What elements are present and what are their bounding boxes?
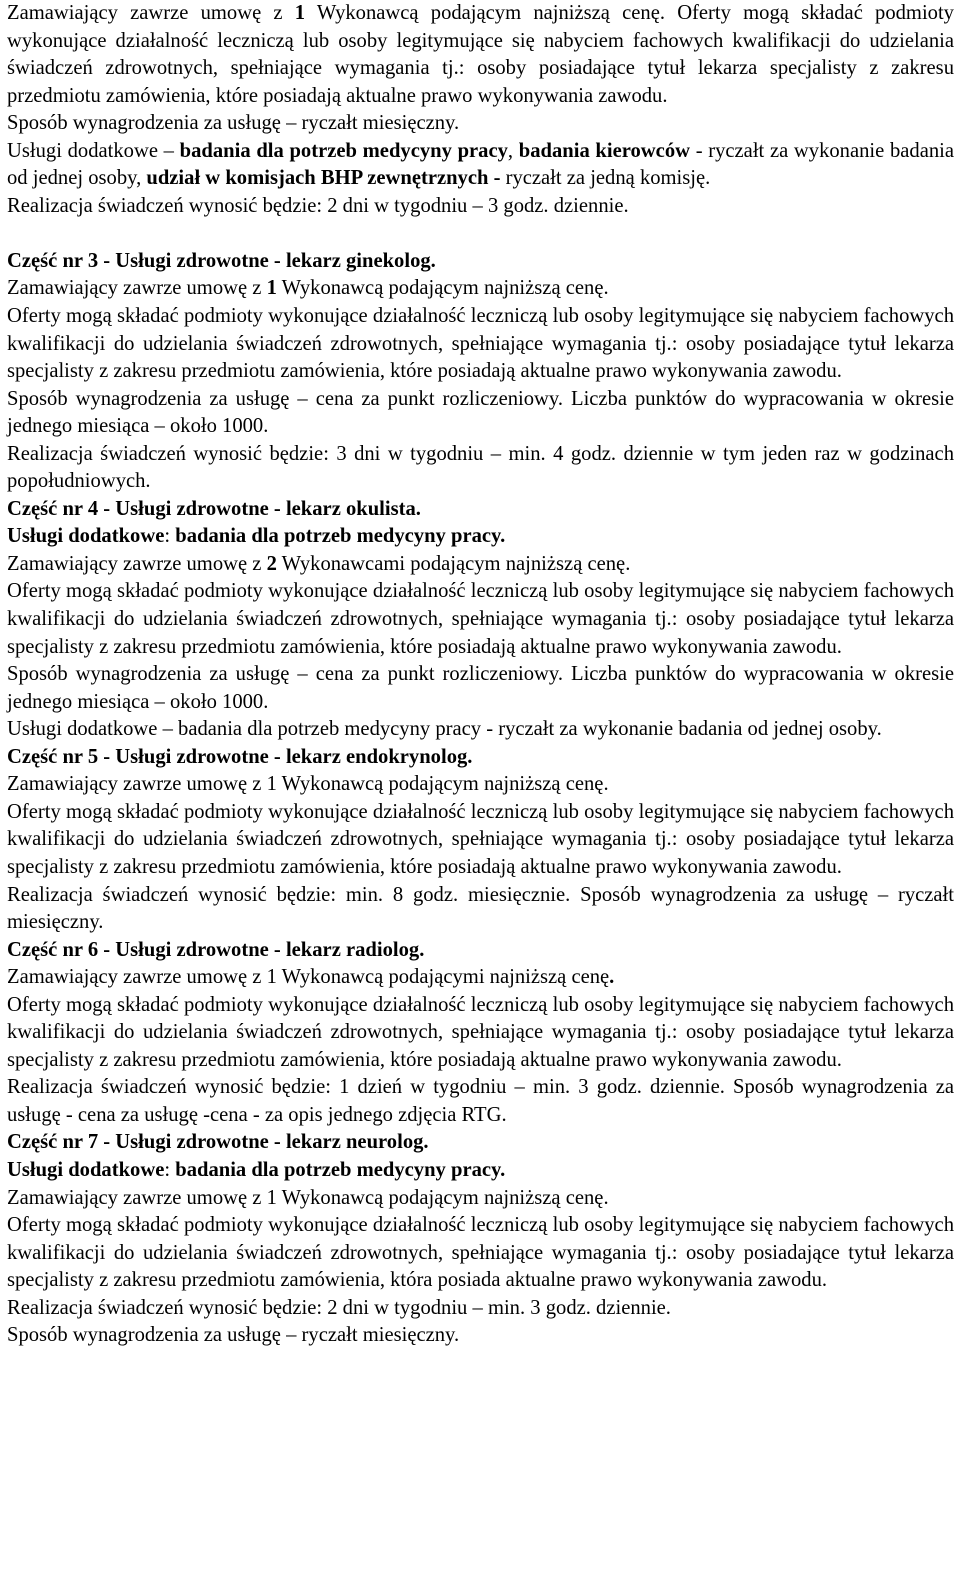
text-run: Zamawiający zawrze umowę z 1 Wykonawcą podającym najniższą cenę. (7, 1186, 609, 1209)
paragraph-p12 (7, 551, 954, 579)
text-run: Oferty mogą składać podmioty wykonujące działalność leczniczą lub osoby legitymujące się nabyciem fachowych kwalifikacji do udzielania świadczeń zdrowotnych, spełniające wymagania tj.: osoby posiadające tytuł lekarza specjalisty z zakresu przedmiotu zamówienia, które posiadają aktualne prawo wykonywania zawodu. (7, 800, 954, 878)
paragraph-p11 (7, 523, 954, 551)
text-run: ryczałt za jedną komisję. (500, 167, 711, 190)
text-run: Zamawiający zawrze umowę z (7, 2, 295, 24)
text-run: Sposób wynagrodzenia za usługę – ryczałt miesięczny. (7, 1324, 460, 1347)
text-run: Oferty mogą składać podmioty wykonujące działalność leczniczą lub osoby legitymujące się nabyciem fachowych kwalifikacji do udzielania świadczeń zdrowotnych, spełniające wymagania tj.: osoby posiadające tytuł lekarza specjalisty z zakresu przedmiotu zamówienia, która posiada aktualne prawo wykonywania zawodu. (7, 1214, 954, 1292)
paragraph-p5 (7, 248, 954, 276)
text-run: Oferty mogą składać podmioty wykonujące działalność leczniczą lub osoby legitymujące się nabyciem fachowych kwalifikacji do udzielania świadczeń zdrowotnych, spełniające wymagania tj.: osoby posiadające tytuł lekarza specjalisty z zakresu przedmiotu zamówienia, które posiadają aktualne prawo wykonywania zawodu. (7, 993, 954, 1071)
bold-text-run: Część nr 6 - Usługi zdrowotne - lekarz radiolog. (7, 938, 425, 961)
bold-text-run: Część nr 7 - Usługi zdrowotne - lekarz neurolog. (7, 1131, 429, 1154)
paragraph-p24 (7, 1129, 954, 1157)
paragraph-p21 (7, 964, 954, 992)
text-run: Zamawiający zawrze umowę z 1 Wykonawcą podającymi najniższą cenę (7, 966, 610, 989)
paragraph-p29 (7, 1322, 954, 1350)
paragraph-p27 (7, 1212, 954, 1295)
bold-text-run: badania dla potrzeb medycyny pracy. (175, 1158, 506, 1181)
paragraph-p6 (7, 275, 954, 303)
text-run: Sposób wynagrodzenia za usługę – cena za punkt rozliczeniowy. Liczba punktów do wypracowania w okresie jednego miesiąca – około 1000. (7, 663, 954, 713)
bold-text-run: Część nr 5 - Usługi zdrowotne - lekarz endokrynolog. (7, 745, 473, 768)
text-run: : (164, 1158, 176, 1181)
paragraph-spacer (7, 220, 954, 248)
text-run: Realizacja świadczeń wynosić będzie: 1 dzień w tygodniu – min. 3 godz. dziennie. Sposób wynagrodzenia za usługę - cena za usługę -cena - za opis jednego zdjęcia RTG. (7, 1076, 954, 1126)
paragraph-p22 (7, 992, 954, 1075)
bold-text-run: Część nr 4 - Usługi zdrowotne - lekarz okulista. (7, 497, 421, 520)
paragraph-p10 (7, 496, 954, 524)
paragraph-p13 (7, 578, 954, 661)
bold-text-run: 1 (294, 2, 306, 24)
paragraph-p8 (7, 386, 954, 441)
bold-text-run: Część nr 3 - Usługi zdrowotne - lekarz ginekolog. (7, 249, 436, 272)
paragraph-p17 (7, 771, 954, 799)
text-run: , (507, 139, 519, 162)
text-run: Wykonawcą podającym najniższą cenę. (276, 277, 609, 300)
text-run: Wykonawcami podającym najniższą cenę. (276, 552, 631, 575)
paragraph-p7 (7, 303, 954, 386)
text-run: Realizacja świadczeń wynosić będzie: min. 8 godz. miesięcznie. Sposób wynagrodzenia za usługę – ryczałt miesięczny. (7, 883, 954, 934)
bold-text-run: badania dla potrzeb medycyny pracy. (175, 525, 506, 548)
text-run: Zamawiający zawrze umowę z (7, 277, 267, 300)
text-run: Sposób wynagrodzenia za usługę – cena za punkt rozliczeniowy. Liczba punktów do wypracowania w okresie jednego miesiąca – około 1000. (7, 387, 954, 438)
text-run: Oferty mogą składać podmioty wykonujące działalność leczniczą lub osoby legitymujące się nabyciem fachowych kwalifikacji do udzielania świadczeń zdrowotnych, spełniające wymagania tj.: osoby posiadające tytuł lekarza specjalisty z zakresu przedmiotu zamówienia, które posiadają aktualne prawo wykonywania zawodu. (7, 305, 954, 383)
paragraph-p9 (7, 441, 954, 496)
paragraph-p16 (7, 744, 954, 772)
paragraph-p23 (7, 1074, 954, 1129)
paragraph-p19 (7, 882, 954, 937)
bold-text-run: udział w komisjach BHP zewnętrznych - (146, 167, 501, 190)
paragraph-p25 (7, 1157, 954, 1185)
paragraph-p28 (7, 1295, 954, 1323)
paragraph-p26 (7, 1185, 954, 1213)
text-run: : (164, 525, 176, 548)
paragraph-p18 (7, 799, 954, 882)
text-run: Realizacja świadczeń wynosić będzie: 2 dni w tygodniu – 3 godz. dziennie. (7, 194, 629, 217)
paragraph-p1 (7, 0, 954, 110)
paragraph-p3 (7, 138, 954, 193)
bold-text-run: badania kierowców (518, 139, 690, 162)
text-run: Realizacja świadczeń wynosić będzie: 3 dni w tygodniu – min. 4 godz. dziennie w tym jeden raz w godzinach popołudniowych. (7, 442, 954, 493)
text-run: Zamawiający zawrze umowę z (7, 552, 267, 575)
text-run: Oferty mogą składać podmioty wykonujące działalność leczniczą lub osoby legitymujące się nabyciem fachowych kwalifikacji do udzielania świadczeń zdrowotnych, spełniające wymagania tj.: osoby posiadające tytuł lekarza specjalisty z zakresu przedmiotu zamówienia, które posiadają aktualne prawo wykonywania zawodu. (7, 580, 954, 658)
bold-text-run: 1 (266, 277, 277, 300)
paragraph-p20 (7, 937, 954, 965)
text-run: Usługi dodatkowe – badania dla potrzeb medycyny pracy - ryczałt za wykonanie badania od jednej osoby. (7, 718, 882, 741)
text-run: - ryczałt za wykonanie badania od jednej osoby, (7, 139, 955, 190)
paragraph-p15 (7, 716, 954, 744)
paragraph-p4 (7, 193, 954, 221)
bold-text-run: Usługi dodatkowe (7, 1158, 165, 1181)
bold-text-run: . (609, 966, 615, 989)
paragraph-p14 (7, 661, 954, 716)
text-run: Usługi dodatkowe – (7, 139, 180, 162)
text-run: Wykonawcą podającym najniższą cenę. Oferty mogą składać podmioty wykonujące działalność leczniczą lub osoby legitymujące się nabyciem fachowych kwalifikacji do udzielania świadczeń zdrowotnych, spełniające wymagania tj.: osoby posiadające tytuł lekarza specjalisty z zakresu przedmiotu zamówienia, które posiadają aktualne prawo wykonywania zawodu. (7, 2, 954, 107)
bold-text-run: 2 (266, 552, 277, 575)
text-run: Sposób wynagrodzenia za usługę – ryczałt miesięczny. (7, 112, 460, 135)
text-run: Zamawiający zawrze umowę z 1 Wykonawcą podającym najniższą cenę. (7, 773, 609, 796)
text-run: Realizacja świadczeń wynosić będzie: 2 dni w tygodniu – min. 3 godz. dziennie. (7, 1296, 671, 1319)
bold-text-run: Usługi dodatkowe (7, 525, 165, 548)
document-body (7, 0, 954, 1350)
bold-text-run: badania dla potrzeb medycyny pracy (179, 139, 508, 162)
paragraph-p2 (7, 110, 954, 138)
